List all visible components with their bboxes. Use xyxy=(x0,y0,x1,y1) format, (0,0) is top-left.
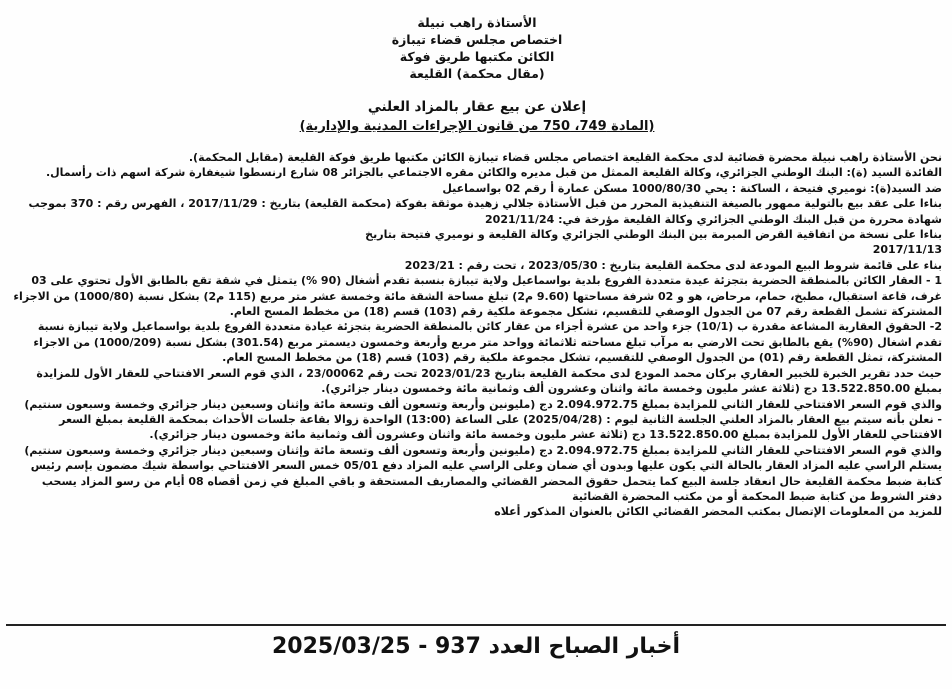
body-line: شهادة محررة من قبل البنك الوطني الجزائري وكالة القليعة مؤرخة في: 2021/11/24 xyxy=(485,212,942,226)
notice-title: إعلان عن بيع عقار بالمزاد العلني xyxy=(367,99,587,115)
body-line: والذي قوم السعر الافتتاحي للعقار الثاني للمزايدة بمبلغ 2.094.972.75 دج (مليونين وأربعة وتسعون ألف وتسعة مائة وإثنان وسبعين دينار جزائري وخمسة وسبعون سنتيم) xyxy=(24,397,942,411)
footer-divider xyxy=(6,624,946,626)
body-line: المشتركة تشمل القطعة رقم 07 من الجدول الوصفي للتقسيم، تشكل مجموعة ملكية رقم (103) قسم (18) من مخطط المسح العام. xyxy=(229,305,942,319)
body-line: - نعلن بأنه سيتم بيع العقار بالمزاد العلني الجلسة الثانية ليوم : (2025/04/28) على الساعة (13:00) الواحدة زوالا بقاعة جلسات الأحداث بمحكمة القليعة بمبلغ السعر xyxy=(59,412,942,426)
body-line: بناءا على نسخة من اتفاقية القرض المبرمة بين البنك الوطني الجزائري وكالة القليعة و نوميري فتيحة بتاريخ xyxy=(365,228,942,242)
body-line: 1 - العقار الكائن بالمنطقة الحضرية بتجزئة عيدة متعددة الفروع بلدية بواسماعيل ولاية تيبازة بنسبة تقدم أشغال (90 %) يتمثل في شقة تقع بالطابق الأول تحتوي على 03 xyxy=(31,274,942,288)
header-line: الأستاذة راهب نبيلة xyxy=(417,15,537,30)
body-line: الفائدة السيد (ة): البنك الوطني الجزائري، وكالة القليعة الممثل من قبل مديره والكائن مقره الاجتماعي بالجزائر 08 شارع ارنسطوا شيغفارة شركة اسهم ذات رأسمال. xyxy=(45,166,942,180)
body-line: ضد السيد(ة): نوميري فتيحة ، الساكنة : يحي 1000/80/30 مسكن عمارة أ رقم 02 بواسماعيل xyxy=(442,181,942,195)
notice-subtitle: (المادة 749، 750 من قانون الإجراءات المدنية والإدارية) xyxy=(299,119,655,134)
body-line: غرف، قاعة استقبال، مطبخ، حمام، مرحاض، هو و 02 شرفة مساحتها (9.60 م2) تبلغ مساحة الشقة مائة وخمسة عشر متر مربع (115 م2) بشكل نسبة (1000/80) من الاجزاء xyxy=(13,289,942,303)
notice-title-block xyxy=(12,98,942,136)
body-line: بمبلغ 13.522.850.00 دج (ثلاثة عشر مليون وخمسة مائة واثنان وعشرون ألف وثمانية مائة وخمسون دينار جزائري). xyxy=(321,382,942,396)
body-line: للمزيد من المعلومات الإتصال بمكتب المحضر القضائي الكائن بالعنوان المذكور أعلاه xyxy=(494,505,942,519)
body-line: دفتر الشروط من كتابة ضبط المحكمة أو من مكتب المحضرة القضائية xyxy=(572,489,942,503)
body-line: الافتتاحي للعقار الأول للمزايدة بمبلغ 13.522.850.00 دج (ثلاثة عشر مليون وخمسة مائة واثنان وعشرون ألف وثمانية مائة وخمسون دينار جزائري). xyxy=(149,428,942,442)
bailiff-header xyxy=(12,14,942,82)
body-line: بناء على قائمة شروط البيع المودعة لدى محكمة القليعة بتاريخ : 2023/05/30 ، تحت رقم : 2023/21 xyxy=(404,258,942,272)
newspaper-footer xyxy=(0,632,952,662)
body-line: يستلم الراسي عليه المزاد العقار بالحالة التي يكون عليها وبدون أي ضمان وعلى الراسي عليه المزاد دفع 05/01 خمس السعر الافتتاحي بواسطة شيك مضمون بإسم رئيس xyxy=(30,459,942,473)
header-line: اختصاص مجلس قضاء تيبازة xyxy=(391,32,563,47)
body-line: بناءا على عقد بيع بالتولية ممهور بالصيغة التنفيذية المحرر من قبل الأستاذة جلالي زهيدة موثقة بفوكة (محكمة القليعة) بتاريخ : 2017/11/29 ، الفهرس رقم : 370 بموجب xyxy=(28,197,942,211)
body-line: المشتركة، تمثل القطعة رقم (01) من الجدول الوصفي للتقسيم، تشكل مجموعة ملكية رقم (103) قسم (18) من مخطط المسح العام. xyxy=(222,351,942,365)
body-line: كتابة ضبط محكمة القليعة حال انعقاد جلسة البيع كما يتحمل حقوق المحضر القضائي والمصاريف المستحقة و باقي المبلغ في زمن أقصاه 08 أيام من رسو المزاد يسحب xyxy=(41,474,942,488)
body-line: 2017/11/13 xyxy=(872,243,942,257)
body-line: تقدم اشغال (90%) يقع بالطابق تحت الارضي به مرآب تبلغ مساحته ثلاثمائة وواحد متر مربع وأربعة وخمسون ديسمتر مربع (301.54) بشكل نسبة (1000/209) من الاجزاء xyxy=(33,335,942,349)
header-line: الكائن مكتبها طريق فوكة xyxy=(399,49,555,64)
footer-date: 2025/03/25 xyxy=(271,634,411,659)
body-line: حيث حدد تقرير الخبرة للخبير العقاري بركان محمد المودع لدى محكمة القليعة بتاريخ 2023/01/23 تحت رقم 23/00062 ، الذي قوم السعر الافتتاحي للعقار الأول للمزايدة xyxy=(36,366,942,380)
header-line: (مقال محكمة) القليعة xyxy=(409,66,545,81)
body-line: نحن الأستاذة راهب نبيلة محضرة قضائية لدى محكمة القليعة اختصاص مجلس قضاء تيبازة الكائن مكتبها طريق فوكة القليعة (مقابل المحكمة). xyxy=(188,151,942,164)
footer-issue: أخبار الصباح العدد 937 - xyxy=(418,634,680,659)
body-line: 2- الحقوق العقارية المشاعة مقدرة ب (10/1) جزء واحد من عشرة أجزاء من عقار كائن بالمنطقة الحضرية بتجزئة عيادة متعددة الفروع بلدية بواسماعيل ولاية تيبازة نسبة xyxy=(37,320,942,334)
notice-body xyxy=(12,150,942,520)
body-line: والذي قوم السعر الافتتاحي للعقار الثاني للمزايدة بمبلغ 2.094.972.75 دج (مليونين وأربعة وتسعون ألف وتسعة مائة وإثنان وسبعين دينار جزائري وخمسة وسبعون سنتيم) xyxy=(24,443,942,457)
